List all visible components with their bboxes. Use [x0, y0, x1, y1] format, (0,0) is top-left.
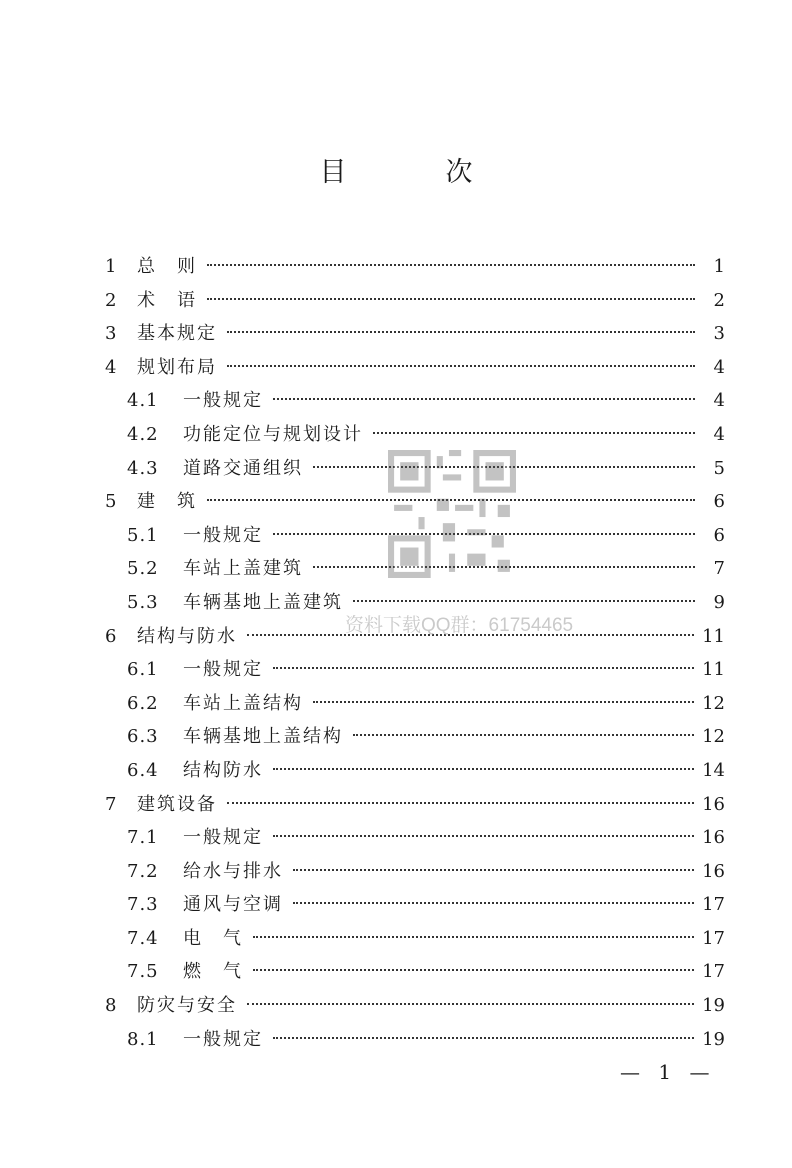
toc-entry-number: 4.1: [127, 390, 159, 412]
toc-entry-title: 一般规定: [183, 390, 263, 412]
toc-entry-page: 4: [713, 390, 725, 412]
toc-entry[interactable]: [105, 855, 725, 889]
toc-entry-number: 8.1: [127, 1028, 159, 1050]
toc-entry-page: 4: [713, 356, 725, 378]
toc-entry-page: 5: [713, 457, 725, 479]
toc-entry-title: 基本规定: [137, 323, 217, 345]
toc-entry-number: 1: [105, 256, 118, 277]
toc-entry-title: 总 则: [137, 256, 197, 277]
toc-entry-number: 6.2: [127, 692, 159, 714]
toc-entry-number: 3: [105, 323, 118, 345]
toc-entry-page: 16: [702, 793, 725, 815]
dot-leader: [227, 331, 695, 333]
dot-leader: [313, 701, 694, 703]
toc-entry[interactable]: [105, 250, 725, 284]
toc-entry-page: 11: [702, 659, 725, 681]
dot-leader: [273, 398, 695, 400]
toc-entry-number: 7.5: [127, 961, 159, 983]
toc-entry-number: 2: [105, 289, 118, 311]
toc-entry-number: 6.4: [127, 759, 159, 781]
dot-leader: [227, 365, 695, 367]
toc-entry-number: 7.2: [127, 860, 159, 882]
toc-entry-title: 给水与排水: [183, 860, 283, 882]
toc-entry-number: 4.2: [127, 423, 159, 445]
toc-entry-title: 建 筑: [137, 491, 197, 513]
toc-entry-page: 17: [702, 961, 725, 983]
toc-entry[interactable]: [105, 888, 725, 922]
toc-entry-title: 车站上盖结构: [183, 692, 303, 714]
toc-entry-title: 功能定位与规划设计: [183, 423, 363, 445]
toc-entry[interactable]: [105, 418, 725, 452]
toc-entry[interactable]: [105, 317, 725, 351]
toc-entry-title: 车站上盖建筑: [183, 558, 303, 580]
toc-entry-title: 结构防水: [183, 759, 263, 781]
toc-entry-page: 12: [702, 726, 725, 748]
toc-entry-title: 燃 气: [183, 961, 243, 983]
toc-entry-title: 防灾与安全: [137, 995, 237, 1017]
page-number: — 1 —: [620, 1060, 716, 1084]
toc-entry-title: 术 语: [137, 289, 197, 311]
dot-leader: [247, 1003, 694, 1005]
table-of-contents: [105, 250, 725, 1056]
watermark-text: 资料下载QQ群：61754465: [345, 615, 574, 636]
toc-entry-number: 6.1: [127, 659, 159, 681]
toc-entry-title: 车辆基地上盖建筑: [183, 591, 343, 613]
toc-entry-number: 5: [105, 491, 118, 513]
dot-leader: [273, 768, 694, 770]
dot-leader: [273, 835, 694, 837]
toc-entry[interactable]: [105, 351, 725, 385]
page-title: 目 次: [319, 157, 509, 188]
toc-entry[interactable]: [105, 720, 725, 754]
toc-entry[interactable]: [105, 384, 725, 418]
toc-entry-page: 19: [702, 995, 725, 1017]
toc-entry-number: 6: [105, 625, 118, 647]
toc-entry-page: 9: [713, 591, 725, 613]
toc-entry-title: 道路交通组织: [183, 457, 303, 479]
toc-entry-number: 7.1: [127, 827, 159, 849]
dot-leader: [293, 869, 694, 871]
dot-leader: [353, 600, 695, 602]
toc-entry-title: 电 气: [183, 927, 243, 949]
toc-entry-number: 6.3: [127, 726, 159, 748]
toc-entry[interactable]: [105, 1023, 725, 1057]
toc-entry-title: 建筑设备: [137, 793, 217, 815]
toc-entry-title: 一般规定: [183, 827, 263, 849]
dot-leader: [207, 298, 695, 300]
toc-entry[interactable]: [105, 788, 725, 822]
toc-entry-number: 7.4: [127, 927, 159, 949]
dot-leader: [353, 734, 694, 736]
toc-entry-number: 7: [105, 793, 118, 815]
toc-entry[interactable]: [105, 955, 725, 989]
toc-entry-number: 5.1: [127, 524, 159, 546]
toc-entry[interactable]: [105, 687, 725, 721]
dot-leader: [253, 969, 694, 971]
toc-entry[interactable]: [105, 821, 725, 855]
toc-entry-page: 16: [702, 860, 725, 882]
dot-leader: [207, 264, 695, 266]
dot-leader: [373, 432, 695, 434]
toc-entry-title: 通风与空调: [183, 894, 283, 916]
toc-entry-number: 5.3: [127, 591, 159, 613]
toc-entry[interactable]: [105, 284, 725, 318]
toc-entry-page: 16: [702, 827, 725, 849]
toc-entry-title: 一般规定: [183, 659, 263, 681]
toc-entry-page: 6: [713, 524, 725, 546]
toc-entry-page: 1: [713, 256, 725, 277]
toc-entry-number: 8: [105, 995, 118, 1017]
toc-entry-page: 11: [702, 625, 725, 647]
toc-entry-title: 规划布局: [137, 356, 217, 378]
toc-entry[interactable]: [105, 754, 725, 788]
toc-entry-number: 4.3: [127, 457, 159, 479]
toc-entry-title: 一般规定: [183, 1028, 263, 1050]
dot-leader: [227, 802, 694, 804]
dot-leader: [273, 1037, 694, 1039]
toc-entry-page: 7: [713, 558, 725, 580]
toc-entry-title: 车辆基地上盖结构: [183, 726, 343, 748]
toc-entry-page: 3: [713, 323, 725, 345]
toc-entry[interactable]: [105, 653, 725, 687]
toc-entry-page: 12: [702, 692, 725, 714]
dot-leader: [273, 667, 694, 669]
toc-entry-page: 17: [702, 927, 725, 949]
toc-entry-page: 14: [702, 759, 725, 781]
toc-entry-number: 4: [105, 356, 118, 378]
toc-entry-page: 19: [702, 1028, 725, 1050]
toc-entry-page: 4: [713, 423, 725, 445]
toc-entry-title: 一般规定: [183, 524, 263, 546]
toc-entry-title: 结构与防水: [137, 625, 237, 647]
dot-leader: [253, 936, 694, 938]
qr-code-icon: [388, 450, 516, 578]
toc-entry-page: 17: [702, 894, 725, 916]
toc-entry-page: 2: [713, 289, 725, 311]
toc-entry-number: 5.2: [127, 558, 159, 580]
toc-entry-number: 7.3: [127, 894, 159, 916]
toc-entry[interactable]: [105, 989, 725, 1023]
dot-leader: [293, 902, 694, 904]
toc-entry-page: 6: [713, 491, 725, 513]
toc-entry[interactable]: [105, 922, 725, 956]
